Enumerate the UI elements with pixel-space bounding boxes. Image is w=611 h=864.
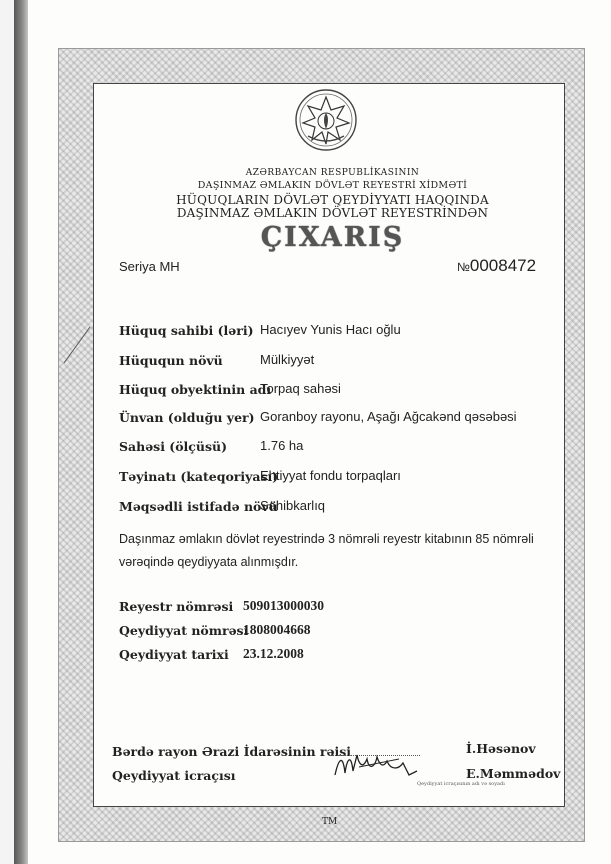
footer-office: Bərdə rayon Ərazi İdarəsinin rəisi: [112, 744, 352, 759]
number-value: 0008472: [469, 256, 537, 275]
field-label: Təyinatı (kateqoriyası): [119, 469, 279, 484]
document-title: ÇIXARIŞ: [260, 222, 405, 253]
field-label: Ünvan (olduğu yer): [119, 410, 255, 425]
field-label: Hüququn növü: [119, 353, 223, 368]
footer-name2: E.Məmmədov: [466, 766, 561, 781]
footer-registrar: Qeydiyyat icraçısı: [112, 768, 236, 783]
registry-value: 23.12.2008: [243, 646, 304, 661]
field-value: Torpaq sahəsi: [260, 381, 341, 396]
registry-label: Reyestr nömrəsi: [119, 599, 234, 614]
scan-margin: [0, 0, 14, 864]
header-title-line2: DAŞINMAZ ƏMLAKIN DÖVLƏT REYESTRİNDƏN: [176, 206, 489, 220]
field-value: Hacıyev Yunis Hacı oğlu: [260, 322, 401, 337]
registry-label: Qeydiyyat nömrəsi: [119, 623, 249, 638]
registry-label: Qeydiyyat tarixi: [119, 647, 229, 662]
field-label: Hüquq obyektinin adı: [119, 382, 272, 397]
number-prefix: №: [457, 260, 470, 274]
scan-shadow: [14, 0, 28, 864]
header-service: DAŞINMAZ ƏMLAKIN DÖVLƏT REYESTRİ XİDMƏTİ: [197, 180, 468, 191]
statement-line2: vərəqində qeydiyyata alınmışdır.: [119, 555, 299, 569]
coat-of-arms-icon: [294, 88, 358, 152]
series-label: Seriya MH: [119, 259, 180, 274]
document-number: [457, 256, 536, 276]
corner-mark: [62, 325, 92, 365]
field-label: Məqsədli istifadə növü: [119, 499, 278, 514]
handwritten-signature-icon: [329, 745, 425, 785]
footer-name1: İ.Həsənov: [466, 741, 536, 756]
statement-line1: Daşınmaz əmlakın dövlət reyestrində 3 nömrəli reyestr kitabının 85 nömrəli: [119, 532, 534, 546]
registry-value: 1808004668: [243, 622, 311, 637]
field-value: Sahibkarlıq: [260, 498, 326, 513]
footer-note: Qeydiyyat icraçısının adı və soyadı: [417, 781, 505, 787]
field-label: Sahəsi (ölçüsü): [119, 439, 228, 454]
registry-value: 509013000030: [243, 598, 324, 613]
field-label: Hüquq sahibi (ləri): [119, 323, 254, 338]
field-value: Mülkiyyət: [260, 352, 315, 367]
field-value: 1.76 ha: [260, 438, 304, 453]
trademark: TM: [322, 817, 338, 827]
header-country: AZƏRBAYCAN RESPUBLİKASININ: [245, 168, 420, 178]
header-title-line1: HÜQUQLARIN DÖVLƏT QEYDİYYATI HAQQINDA: [176, 193, 489, 207]
field-value: Ehtiyyat fondu torpaqları: [260, 468, 401, 483]
field-value: Goranboy rayonu, Aşağı Ağcakənd qəsəbəsi: [260, 409, 517, 424]
